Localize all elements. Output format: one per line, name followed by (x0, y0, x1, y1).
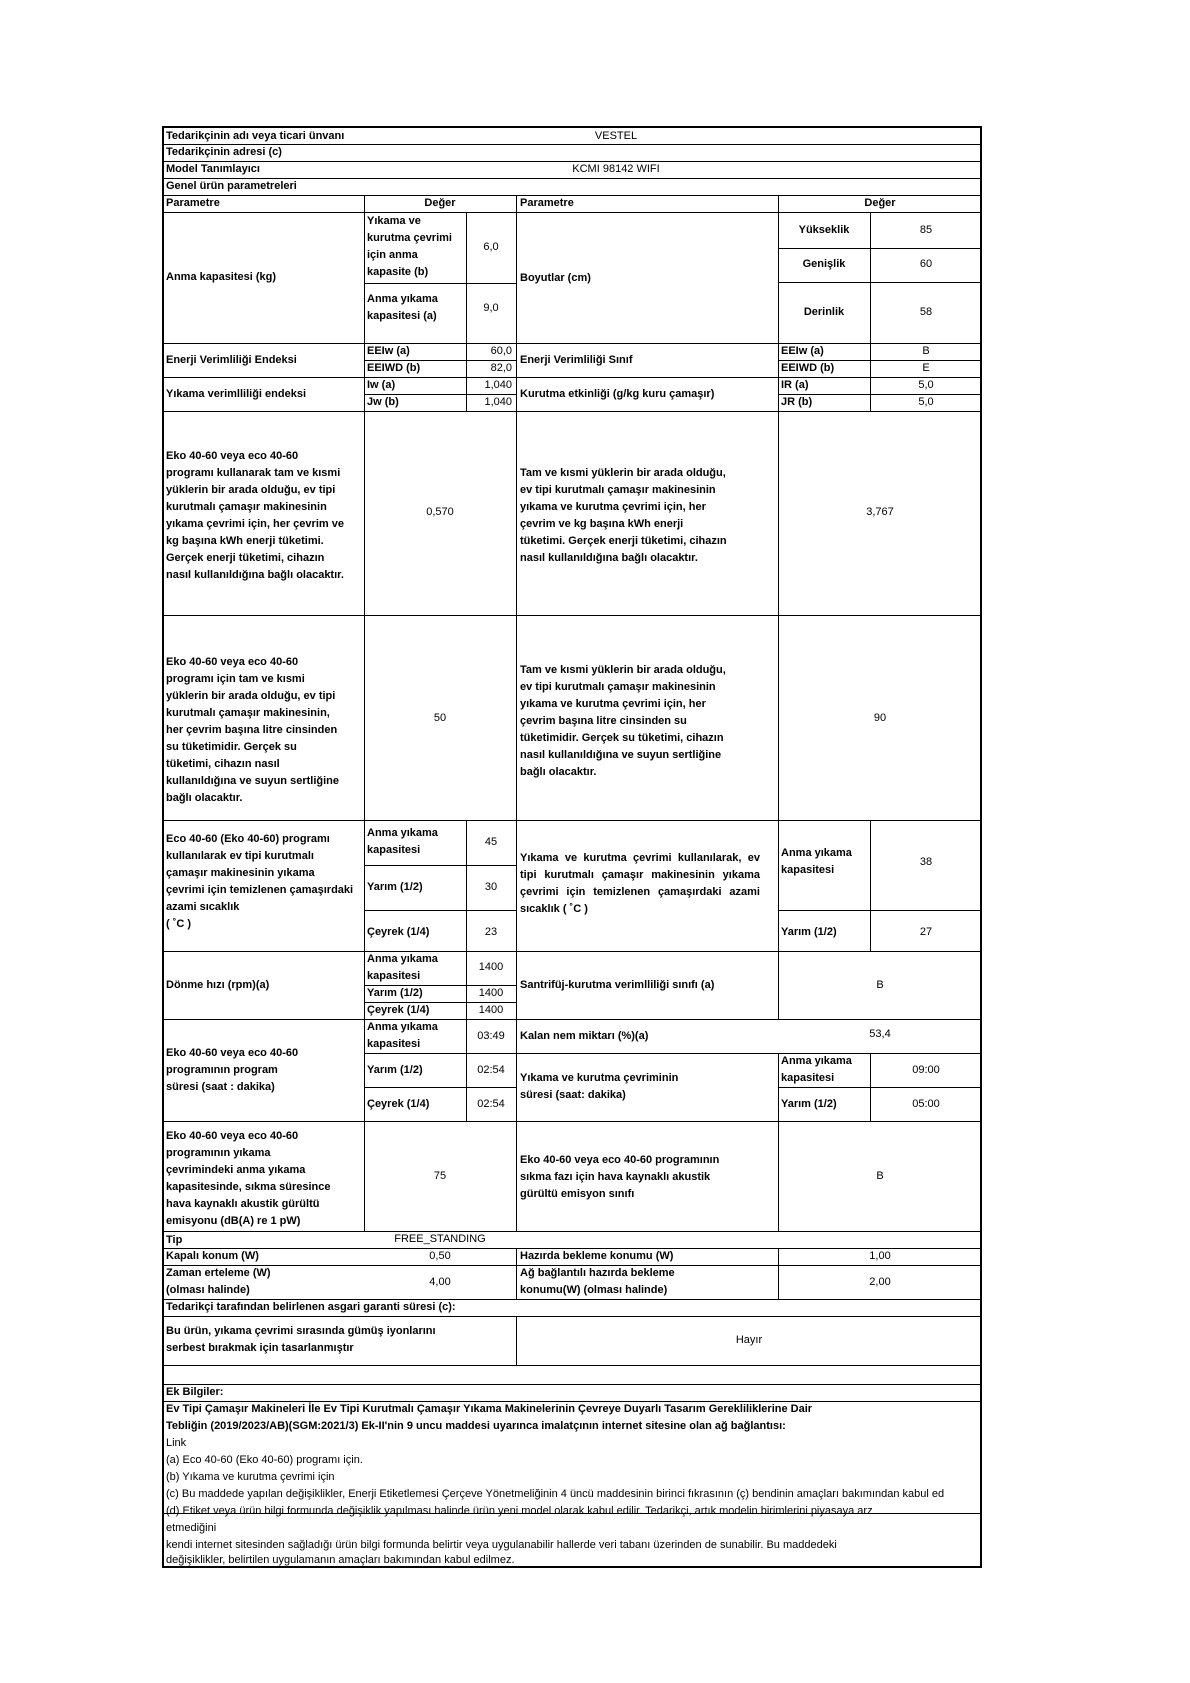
cell-divider (364, 910, 516, 911)
row-divider (164, 1231, 982, 1232)
col-divider (364, 411, 365, 820)
value-col-header-right: Değer (864, 197, 896, 209)
cell-divider (778, 248, 982, 249)
class-wd-label: EEIWD (b) (781, 362, 835, 374)
wd-duration-half-value: 05:00 (912, 1098, 940, 1110)
water-consumption-wd-value: 90 (873, 712, 887, 724)
note-b: (b) Yıkama ve kurutma çevrimi için (166, 1471, 335, 1483)
spin-class-value: B (876, 979, 884, 991)
col-divider (364, 343, 365, 411)
spin-rated-label: Anma yıkama kapasitesi (367, 953, 438, 982)
energy-consumption-wd-value: 3,767 (866, 506, 894, 518)
delay-start-label: Zaman erteleme (W) (olması halinde) (166, 1267, 271, 1296)
note-d-line-2: etmediğini (166, 1522, 217, 1534)
off-mode-label: Kapalı konum (W) (166, 1250, 259, 1262)
w-capacity-label: Anma yıkama kapasitesi (a) (367, 293, 438, 322)
cell-divider (778, 282, 982, 283)
note-d-line-1: (d) Etiket veya ürün bilgi formunda değişiklik yapılması halinde ürün yeni model olarak kabul edilir. Tedarikçi, artık modelin birimlerini piyasaya arz (166, 1505, 873, 1517)
note-d-line-4: değişiklikler, belirtilen uygulamanın amaçları bakımından kabul edilmez. (166, 1554, 515, 1566)
temp-wd-half-value: 27 (919, 926, 933, 938)
noise-emission-value: 75 (433, 1170, 447, 1182)
row-divider (164, 1365, 982, 1366)
cell-divider (778, 1087, 982, 1088)
note-d-line-3: kendi internet sitesinden sağladığı ürün bilgi formunda belirtir veya uygulanabilir hallerde veri tabanı üzerinden de sunabilir. Bu maddedeki (166, 1539, 837, 1551)
spin-half-value: 1400 (478, 987, 504, 999)
eei-w-value: 60,0 (490, 345, 512, 357)
type-label: Tip (166, 1234, 183, 1246)
wd-capacity-value: 6,0 (483, 241, 499, 253)
col-divider (516, 343, 517, 411)
row-divider (164, 820, 982, 821)
spin-quarter-label: Çeyrek (1/4) (367, 1004, 430, 1016)
ir-label: IR (a) (781, 379, 809, 391)
eei-wd-label: EEIWD (b) (367, 362, 421, 374)
cell-divider (364, 865, 516, 866)
supplier-label: Tedarikçinin adı veya ticari ünvanı (166, 130, 345, 142)
regulation-text-1: Ev Tipi Çamaşır Makineleri İle Ev Tipi Kurutmalı Çamaşır Yıkama Makinelerinin Çevreye Duyarlı Tasarım Gerekliliklerine Dair (166, 1403, 813, 1415)
eei-label: Enerji Verimliliği Endeksi (166, 354, 297, 366)
water-consumption-w-label: Eko 40-60 veya eco 40-60 programı için tam ve kısmi yüklerin bir arada olduğu, ev tipi kurutmalı çamaşır makinesinin, her çevrim başına litre cinsinden su tüketimidir. Gerçek su tüketimi, cihazın nasıl kullanıldığına ve suyun sertliğine bağlı olacaktır. (166, 656, 339, 804)
row-divider (164, 1019, 982, 1020)
cell-divider (364, 1053, 516, 1054)
duration-rated-label: Anma yıkama kapasitesi (367, 1021, 438, 1050)
depth-label: Derinlik (803, 306, 845, 318)
wd-duration-rated-label: Anma yıkama kapasitesi (781, 1055, 852, 1084)
water-consumption-wd-label: Tam ve kısmi yüklerin bir arada olduğu, ev tipi kurutmalı çamaşır makinesinin yıkama ve kurutma çevrimi için, her çevrim başına litre cinsinden su tüketimidir. Gerçek su tüketimi, cihazın nasıl kullanıldığına ve suyun sertliğine bağlı olacaktır. (520, 664, 726, 778)
col-divider (466, 212, 467, 343)
max-temp-wd-label: Yıkama ve kurutma çevrimi kullanılarak, ev tipi kurutmalı çamaşır makinesinin yıkama çevrimi için temizlenen çamaşırdaki azami sıcaklık ( ˚C ) (520, 852, 760, 915)
network-standby-label: Ağ bağlantılı hazırda bekleme konumu(W) (olması halinde) (520, 1267, 675, 1296)
general-params-heading: Genel ürün parametreleri (166, 180, 297, 192)
duration-half-value: 02:54 (477, 1064, 505, 1076)
energy-consumption-w-value: 0,570 (426, 506, 454, 518)
col-divider (778, 820, 779, 951)
value-col-header: Değer (424, 197, 456, 209)
manufacturer-link[interactable]: Link (166, 1437, 187, 1449)
iw-value: 1,040 (484, 379, 512, 391)
noise-class-label: Eko 40-60 veya eco 40-60 programının sıkma fazı için hava kaynaklı akustik gürültü emisyon sınıfı (520, 1154, 720, 1200)
supplier-value: VESTEL (594, 130, 638, 142)
temp-half-label: Yarım (1/2) (367, 881, 423, 893)
spin-speed-label: Dönme hızı (rpm)(a) (166, 979, 270, 991)
moisture-value: 53,4 (869, 1028, 891, 1040)
noise-emission-label: Eko 40-60 veya eco 40-60 programının yıkama çevrimindeki anma yıkama kapasitesinde, sıkma süresince hava kaynaklı akustik gürültü emisyonu (dB(A) re 1 pW) (166, 1130, 331, 1227)
spin-quarter-value: 1400 (478, 1004, 504, 1016)
temp-quarter-value: 23 (484, 926, 498, 938)
col-divider (778, 343, 779, 411)
delay-start-value: 4,00 (429, 1276, 451, 1288)
col-divider (516, 1248, 517, 1299)
col-divider (516, 820, 517, 1121)
class-wd-value: E (922, 362, 930, 374)
param-col-header: Parametre (166, 197, 220, 209)
temp-wd-rated-label: Anma yıkama kapasitesi (781, 847, 852, 876)
temp-rated-value: 45 (484, 836, 498, 848)
water-consumption-w-value: 50 (433, 712, 447, 724)
energy-consumption-wd-label: Tam ve kısmi yüklerin bir arada olduğu, ev tipi kurutmalı çamaşır makinesinin yıkama ve kurutma çevrimi için, her çevrim ve kg başına kWh enerji tüketimi. Gerçek enerji tüketimi, cihazın nasıl kullanıldığına bağlı olacaktır. (520, 467, 727, 564)
program-duration-label: Eko 40-60 veya eco 40-60 programının program süresi (saat : dakika) (166, 1047, 299, 1093)
drying-efficiency-label: Kurutma etkinliği (g/kg kuru çamaşır) (520, 388, 715, 400)
row-divider (164, 377, 982, 378)
standby-label: Hazırda bekleme konumu (W) (520, 1250, 674, 1262)
jw-value: 1,040 (484, 396, 512, 408)
duration-quarter-label: Çeyrek (1/4) (367, 1098, 430, 1110)
eei-wd-value: 82,0 (490, 362, 512, 374)
col-divider (516, 195, 517, 343)
model-label: Model Tanımlayıcı (166, 163, 260, 175)
duration-half-label: Yarım (1/2) (367, 1064, 423, 1076)
ir-value: 5,0 (918, 379, 934, 391)
class-w-label: EEIw (a) (781, 345, 824, 357)
cell-divider (364, 1087, 516, 1088)
spin-half-label: Yarım (1/2) (367, 987, 423, 999)
temp-rated-label: Anma yıkama kapasitesi (367, 827, 438, 856)
temp-wd-half-label: Yarım (1/2) (781, 926, 837, 938)
col-divider (778, 411, 779, 820)
height-value: 85 (919, 224, 933, 236)
param-col-header-right: Parametre (520, 197, 574, 209)
spin-class-label: Santrifüj-kurutma verimlliliği sınıfı (a) (520, 979, 715, 991)
iw-label: Iw (a) (367, 379, 396, 391)
duration-rated-value: 03:49 (477, 1030, 505, 1042)
row-divider (164, 411, 982, 412)
row-divider (164, 1316, 982, 1317)
row-divider (164, 951, 982, 952)
moisture-label: Kalan nem miktarı (%)(a) (520, 1030, 649, 1042)
cell-divider (364, 283, 516, 284)
model-value: KCMI 98142 WIFI (572, 163, 660, 175)
product-info-sheet (162, 126, 982, 1568)
depth-value: 58 (919, 306, 933, 318)
col-divider (364, 820, 365, 1121)
noise-class-value: B (876, 1170, 884, 1182)
jw-label: Jw (b) (367, 396, 399, 408)
cell-divider (516, 1053, 982, 1054)
max-temp-w-label: Eco 40-60 (Eko 40-60) programı kullanılarak ev tipi kurutmalı çamaşır makinesinin yıkama çevrimi için temizlenen çamaşırdaki azami sıcaklık ( ˚C ) (166, 833, 354, 930)
col-divider (778, 1053, 779, 1121)
extra-info-heading: Ek Bilgiler: (166, 1386, 224, 1398)
note-a: (a) Eco 40-60 (Eko 40-60) programı için. (166, 1454, 363, 1466)
spin-rated-value: 1400 (478, 961, 504, 973)
jr-value: 5,0 (918, 396, 934, 408)
eei-w-label: EEIw (a) (367, 345, 410, 357)
w-capacity-value: 9,0 (483, 302, 499, 314)
silver-ion-value: Hayır (735, 1334, 763, 1346)
network-standby-value: 2,00 (869, 1276, 891, 1288)
regulation-text-2: Tebliğin (2019/2023/AB)(SGM:2021/3) Ek-II'nin 9 uncu maddesi uyarınca imalatçının internet sitesine olan ağ bağlantısı: (166, 1420, 786, 1432)
col-divider (516, 411, 517, 820)
capacity-label: Anma kapasitesi (kg) (166, 271, 277, 283)
jr-label: JR (b) (781, 396, 813, 408)
temp-wd-rated-value: 38 (919, 856, 933, 868)
silver-ion-label: Bu ürün, yıkama çevrimi sırasında gümüş iyonlarını serbest bırakmak için tasarlanmıştır (166, 1325, 436, 1354)
temp-quarter-label: Çeyrek (1/4) (367, 926, 430, 938)
note-c: (c) Bu maddede yapılan değişiklikler, Enerji Etiketlemesi Çerçeve Yönetmeliğinin 4 üncü maddesinin birinci fıkrasının (ç) bendinin amaçları bakımından kabul ed (166, 1488, 945, 1500)
dimensions-label: Boyutlar (cm) (520, 272, 591, 284)
cell-divider (778, 910, 982, 911)
col-divider (516, 1121, 517, 1231)
width-label: Genişlik (802, 258, 846, 270)
address-label: Tedarikçinin adresi (c) (166, 146, 282, 158)
wd-duration-rated-value: 09:00 (912, 1064, 940, 1076)
wd-duration-label: Yıkama ve kurutma çevriminin süresi (saat: dakika) (520, 1072, 679, 1101)
row-divider (164, 1384, 982, 1385)
height-label: Yükseklik (798, 224, 850, 236)
width-value: 60 (919, 258, 933, 270)
energy-class-label: Enerji Verimliliği Sınıf (520, 354, 633, 366)
temp-half-value: 30 (484, 881, 498, 893)
wd-capacity-label: Yıkama ve kurutma çevrimi için anma kapasite (b) (367, 215, 452, 278)
row-divider (164, 212, 982, 213)
standby-value: 1,00 (869, 1250, 891, 1262)
row-divider (164, 615, 982, 616)
off-mode-value: 0,50 (429, 1250, 451, 1262)
col-divider (364, 195, 365, 343)
row-divider (164, 343, 982, 344)
washing-index-label: Yıkama verimlliliği endeksi (166, 388, 307, 400)
energy-consumption-w-label: Eko 40-60 veya eco 40-60 programı kullanarak tam ve kısmi yüklerin bir arada olduğu, ev tipi kurutmalı çamaşır makinesinin yıkama çevrimi için, her çevrim ve kg başına kWh enerji tüketimi. Gerçek enerji tüketimi, cihazın nasıl kullanıldığına bağlı olacaktır. (166, 450, 344, 581)
row-divider (164, 1121, 982, 1122)
duration-quarter-value: 02:54 (477, 1098, 505, 1110)
warranty-label: Tedarikçi tarafından belirlenen asgari garanti süresi (c): (166, 1301, 456, 1313)
class-w-value: B (922, 345, 930, 357)
type-value: FREE_STANDING (394, 1233, 486, 1245)
wd-duration-half-label: Yarım (1/2) (781, 1098, 837, 1110)
